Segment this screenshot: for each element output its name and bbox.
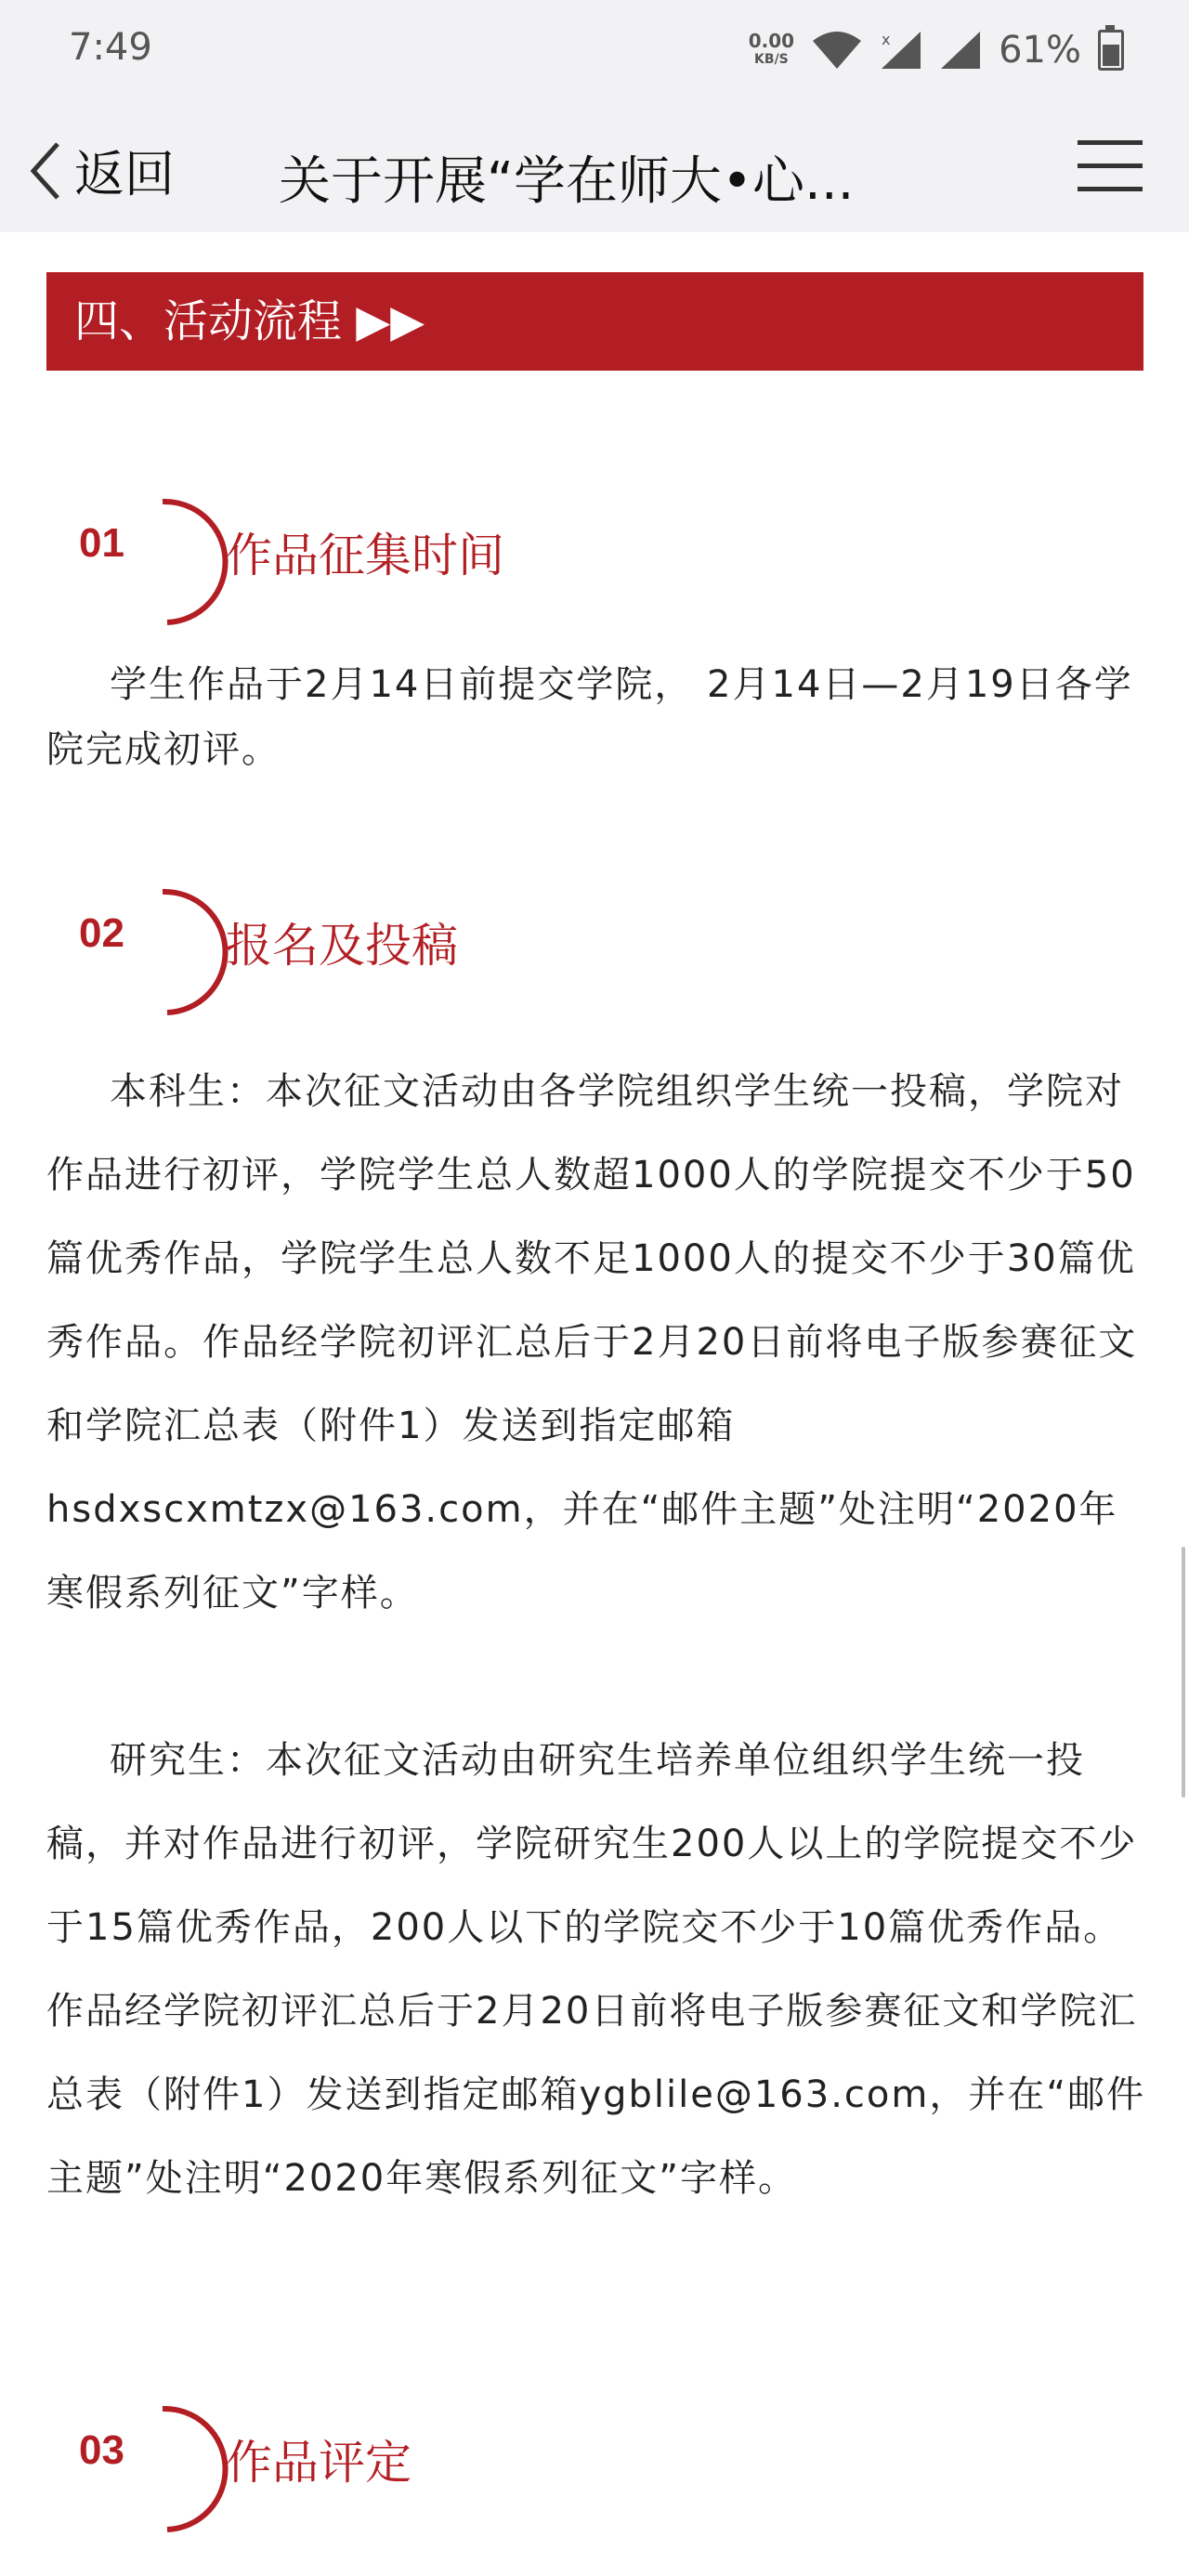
status-time: 7:49 bbox=[69, 26, 152, 69]
section-banner: 四、活动流程 ▶▶ bbox=[46, 272, 1143, 371]
signal-icon bbox=[880, 30, 922, 71]
back-label: 返回 bbox=[74, 145, 175, 203]
section-paragraph: 本科生：本次征文活动由各学院组织学生统一投稿，学院对作品进行初评，学院学生总人数超1000人的学院提交不少于50篇优秀作品，学院学生总人数不足1000人的提交不少于30篇优秀作品。作品经学院初评汇总后于2月20日前将电子版参赛征文和学院汇总表（附件1）发送到指定邮箱hsdxscxmtzx@163.com，并在“邮件主题”处注明“2020年寒假系列征文”字样。 bbox=[46, 1070, 1138, 1615]
battery-icon bbox=[1098, 30, 1124, 71]
section-header-01 bbox=[46, 492, 882, 632]
section-paragraph: 学生作品于2月14日前提交学院， 2月14日—2月19日各学院完成初评。 bbox=[46, 663, 1133, 771]
scrollbar[interactable] bbox=[1182, 1547, 1185, 1798]
nav-bar bbox=[0, 107, 1189, 232]
net-speed bbox=[749, 32, 794, 69]
svg-text:x: x bbox=[882, 31, 891, 48]
section-header-03 bbox=[46, 2399, 882, 2539]
status-bar bbox=[0, 0, 1189, 107]
back-button[interactable] bbox=[28, 135, 175, 206]
status-icons bbox=[749, 22, 1124, 78]
arc-decoration-icon bbox=[102, 883, 242, 1022]
section-number: 01 bbox=[79, 520, 124, 566]
arc-decoration-icon bbox=[102, 492, 242, 632]
page-title: 关于开展“学在师大•心... bbox=[279, 151, 855, 212]
net-speed-value: 0.00 bbox=[748, 30, 795, 52]
signal-icon bbox=[939, 30, 982, 71]
section-number: 02 bbox=[79, 910, 124, 956]
menu-icon[interactable] bbox=[1078, 140, 1143, 198]
section-title: 作品评定 bbox=[226, 2436, 412, 2490]
battery-percent: 61% bbox=[999, 29, 1081, 72]
chevron-left-icon bbox=[28, 140, 61, 202]
section-number: 03 bbox=[79, 2427, 124, 2473]
section-header-02 bbox=[46, 883, 882, 1022]
net-speed-unit: KB/S bbox=[754, 52, 789, 67]
section-title: 报名及投稿 bbox=[226, 919, 458, 973]
section-paragraph: 研究生：本次征文活动由研究生培养单位组织学生统一投稿，并对作品进行初评，学院研究生200人以上的学院提交不少于15篇优秀作品，200人以下的学院交不少于10篇优秀作品。作品经学院初评汇总后于2月20日前将电子版参赛征文和学院汇总表（附件1）发送到指定邮箱ygblile@163.com，并在“邮件主题”处注明“2020年寒假系列征文”字样。 bbox=[46, 1739, 1146, 2200]
wifi-icon bbox=[811, 30, 863, 71]
arc-decoration-icon bbox=[102, 2399, 242, 2539]
section-title: 作品征集时间 bbox=[226, 529, 504, 582]
